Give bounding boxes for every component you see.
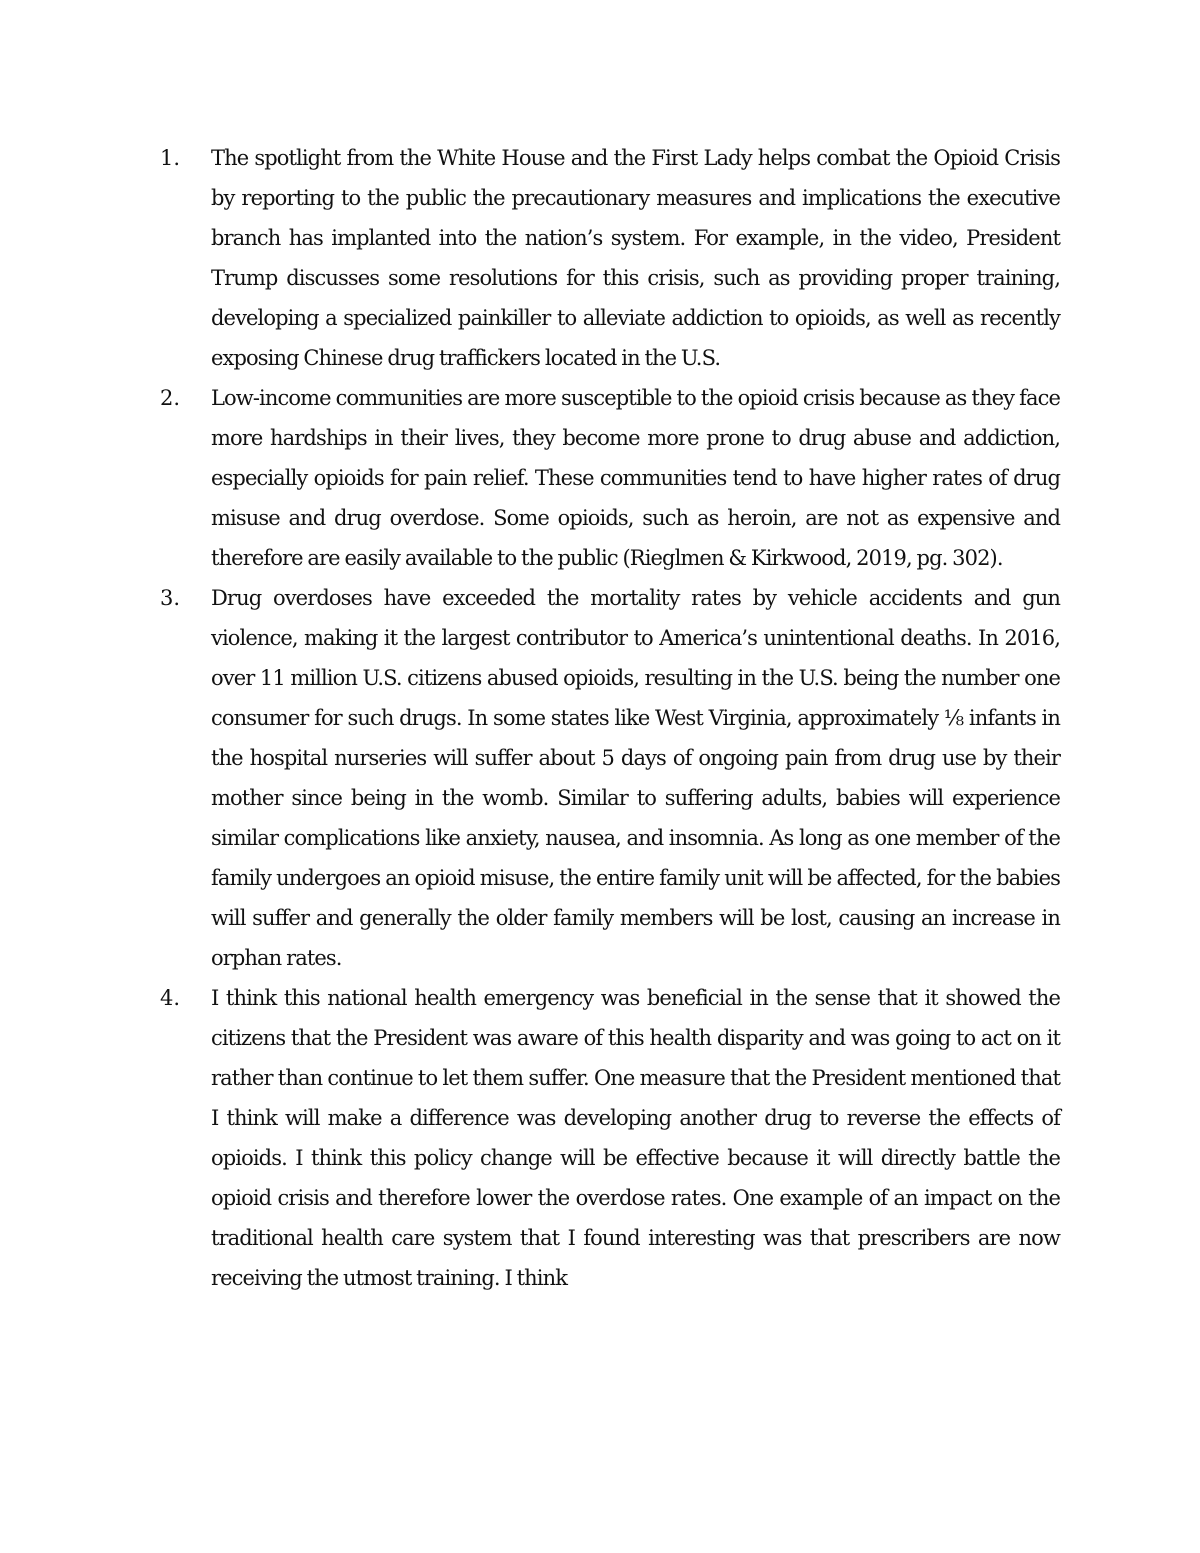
list-item-3: [160, 578, 1060, 978]
item-number: 4.: [160, 986, 181, 1010]
item-text: Drug overdoses have exceeded the mortality rates by vehicle accidents and gun violence, making it the largest contributor to America’s unintentional deaths. In 2016, over 11 million U.S. citizens abused opioids, resulting in the U.S. being the number one consumer for such drugs. In some states like West Virginia, approximately ⅛ infants in the hospital nurseries will suffer about 5 days of ongoing pain from drug use by their mother since being in the womb. Similar to suffering adults, babies will experience similar complications like anxiety, nausea, and insomnia. As long as one member of the family undergoes an opioid misuse, the entire family unit will be affected, for the babies will suffer and generally the older family members will be lost, causing an increase in orphan rates.: [211, 586, 1060, 970]
item-number: 3.: [160, 586, 181, 610]
item-number: 2.: [160, 386, 181, 410]
item-number: 1.: [160, 146, 181, 170]
list-item-1: [160, 138, 1060, 378]
numbered-list: [160, 138, 1060, 1298]
item-text: Low-income communities are more susceptible to the opioid crisis because as they face more hardships in their lives, they become more prone to drug abuse and addiction, especially opioids for pain relief. These communities tend to have higher rates of drug misuse and drug overdose. Some opioids, such as heroin, are not as expensive and therefore are easily available to the public (Rieglmen & Kirkwood, 2019, pg. 302).: [211, 386, 1060, 570]
item-text: The spotlight from the White House and the First Lady helps combat the Opioid Crisis by reporting to the public the precautionary measures and implications the executive branch has implanted into the nation’s system. For example, in the video, President Trump discusses some resolutions for this crisis, such as providing proper training, developing a specialized painkiller to alleviate addiction to opioids, as well as recently exposing Chinese drug traffickers located in the U.S.: [211, 146, 1060, 370]
list-item-4: [160, 978, 1060, 1298]
list-item-2: [160, 378, 1060, 578]
item-text: I think this national health emergency was beneficial in the sense that it showed the citizens that the President was aware of this health disparity and was going to act on it rather than continue to let them suffer. One measure that the President mentioned that I think will make a difference was developing another drug to reverse the effects of opioids. I think this policy change will be effective because it will directly battle the opioid crisis and therefore lower the overdose rates. One example of an impact on the traditional health care system that I found interesting was that prescribers are now receiving the utmost training. I think: [211, 986, 1060, 1290]
